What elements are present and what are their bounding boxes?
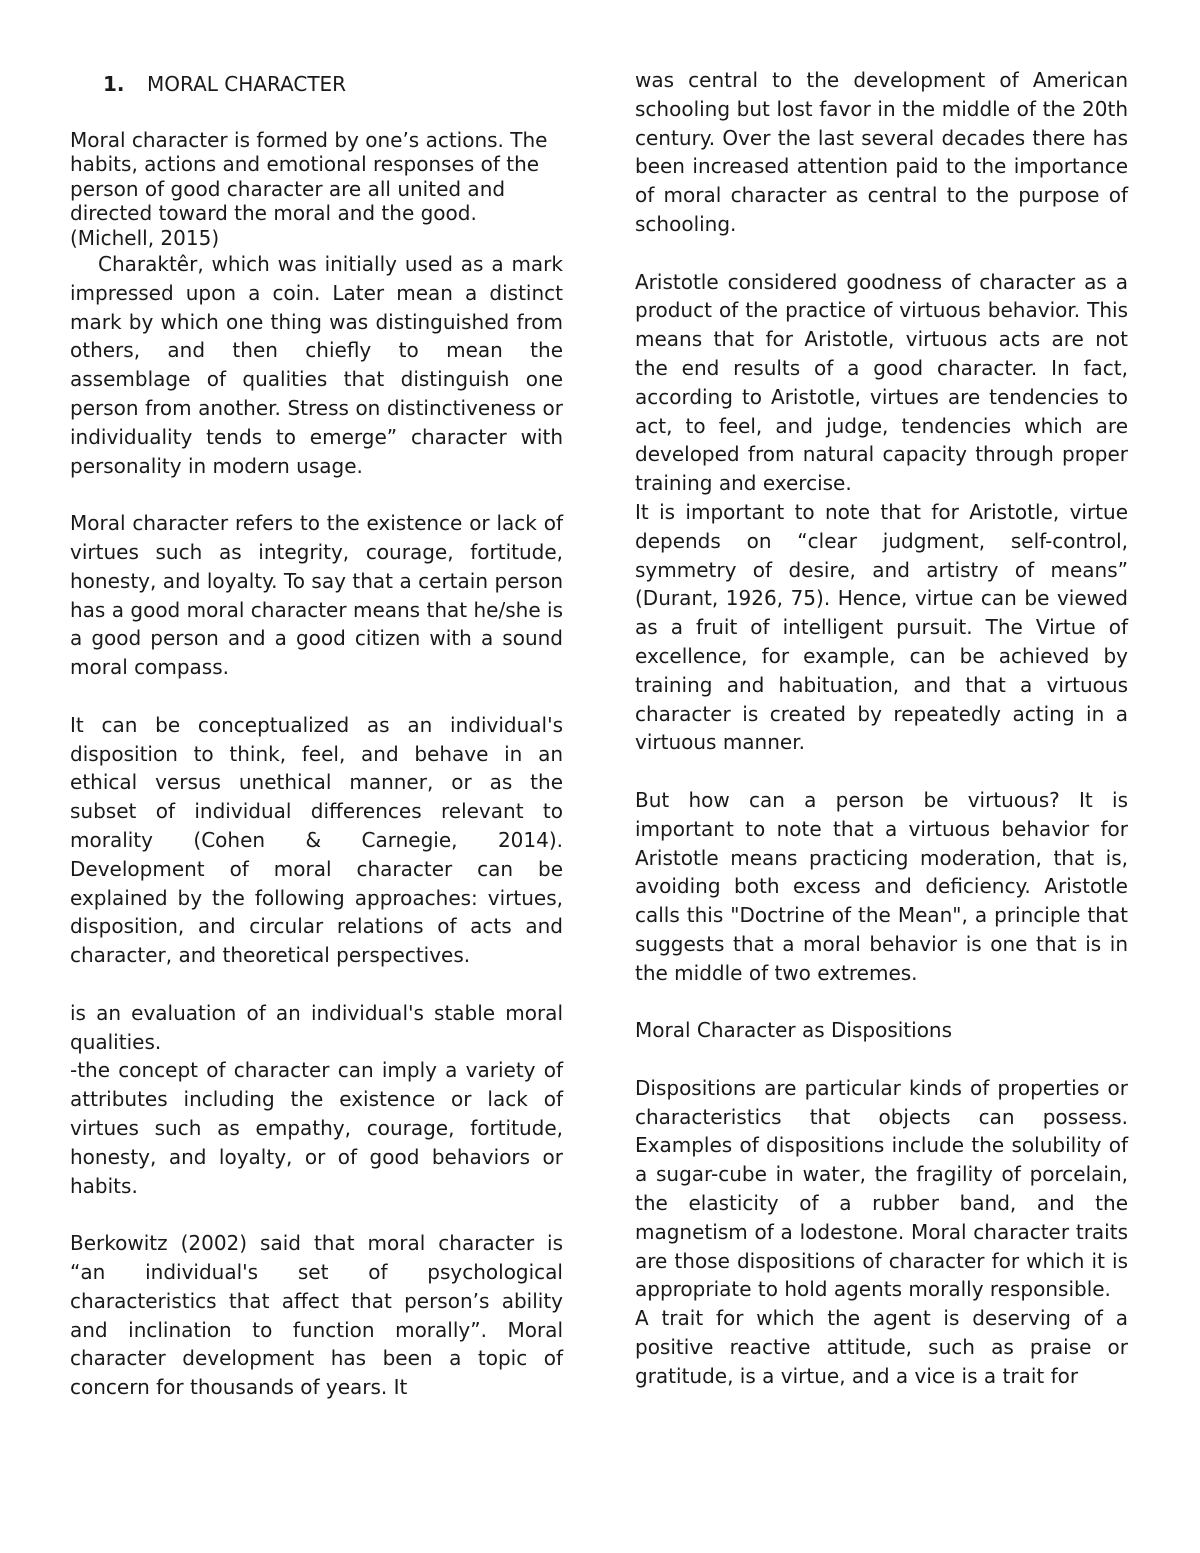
paragraph: Dispositions are particular kinds of properties or characteristics that objects can possess. Examples of dispositions include the solubility of a sugar-cube in water, the fragility of porcelain, the elasticity of a rubber band, and the magnetism of a lodestone. Moral character traits are those dispositions of character for which it is appropriate to hold agents morally responsible. <box>635 1075 1128 1302</box>
paragraph: A trait for which the agent is deserving of a positive reactive attitude, such as praise or gratitude, is a virtue, and a vice is a trait for <box>635 1306 1128 1388</box>
paragraph: Berkowitz (2002) said that moral character is “an individual's set of psychological characteristics that affect that person’s ability and inclination to function morally”. Moral character development has been a topic of concern for thousands of years. It <box>70 1231 563 1400</box>
paragraph: Moral character is formed by one’s actions. The habits, actions and emotional responses of the person of good character are all united and directed toward the moral and the good. (Michell, 2015) <box>70 127 548 250</box>
paragraph: It can be conceptualized as an individual's disposition to think, feel, and behave in an ethical versus unethical manner, or as the subset of individual differences relevant to morality (Cohen & Carnegie, 2014). Development of moral character can be explained by the following approaches: virtues, disposition, and circular relations of acts and character, and theoretical perspectives. <box>70 712 563 968</box>
paragraph: Aristotle considered goodness of character as a product of the practice of virtuous behavior. This means that for Aristotle, virtuous acts are not the end results of a good character. In fact, according to Aristotle, virtues are tendencies to act, to feel, and judge, tendencies which are developed from natural capacity through proper training and exercise. <box>635 269 1128 496</box>
paragraph: is an evaluation of an individual's stable moral qualities. <box>70 1000 563 1054</box>
section-heading <box>70 70 563 99</box>
section-title: MORAL CHARACTER <box>147 72 347 96</box>
paragraph: It is important to note that for Aristotle, virtue depends on “clear judgment, self-control, symmetry of desire, and artistry of means” (Durant, 1926, 75). Hence, virtue can be viewed as a fruit of intelligent pursuit. The Virtue of excellence, for example, can be achieved by training and habituation, and that a virtuous character is created by repeatedly acting in a virtuous manner. <box>635 499 1128 755</box>
section-number: 1. <box>103 72 125 96</box>
left-column <box>70 66 563 1402</box>
paragraph: But how can a person be virtuous? It is important to note that a virtuous behavior for Aristotle means practicing moderation, that is, avoiding both excess and deficiency. Aristotle calls this "Doctrine of the Mean", a principle that suggests that a moral behavior is one that is in the middle of two extremes. <box>635 787 1128 985</box>
paragraph: was central to the development of American schooling but lost favor in the middle of the 20th century. Over the last several decades there has been increased attention paid to the importance of moral character as central to the purpose of schooling. <box>635 68 1128 236</box>
paragraph: Moral character refers to the existence or lack of virtues such as integrity, courage, fortitude, honesty, and loyalty. To say that a certain person has a good moral character means that he/she is a good person and a good citizen with a sound moral compass. <box>70 511 563 680</box>
subheading: Moral Character as Dispositions <box>635 1018 953 1043</box>
paragraph: -the concept of character can imply a variety of attributes including the existence or lack of virtues such as empathy, courage, fortitude, honesty, and loyalty, or of good behaviors or habits. <box>70 1058 563 1198</box>
paragraph: Charaktêr, which was initially used as a mark impressed upon a coin. Later mean a distinct mark by which one thing was distinguished from others, and then chiefly to mean the assemblage of qualities that distinguish one person from another. Stress on distinctiveness or individuality tends to emerge” character with personality in modern usage. <box>70 252 563 478</box>
right-column <box>635 66 1128 1391</box>
